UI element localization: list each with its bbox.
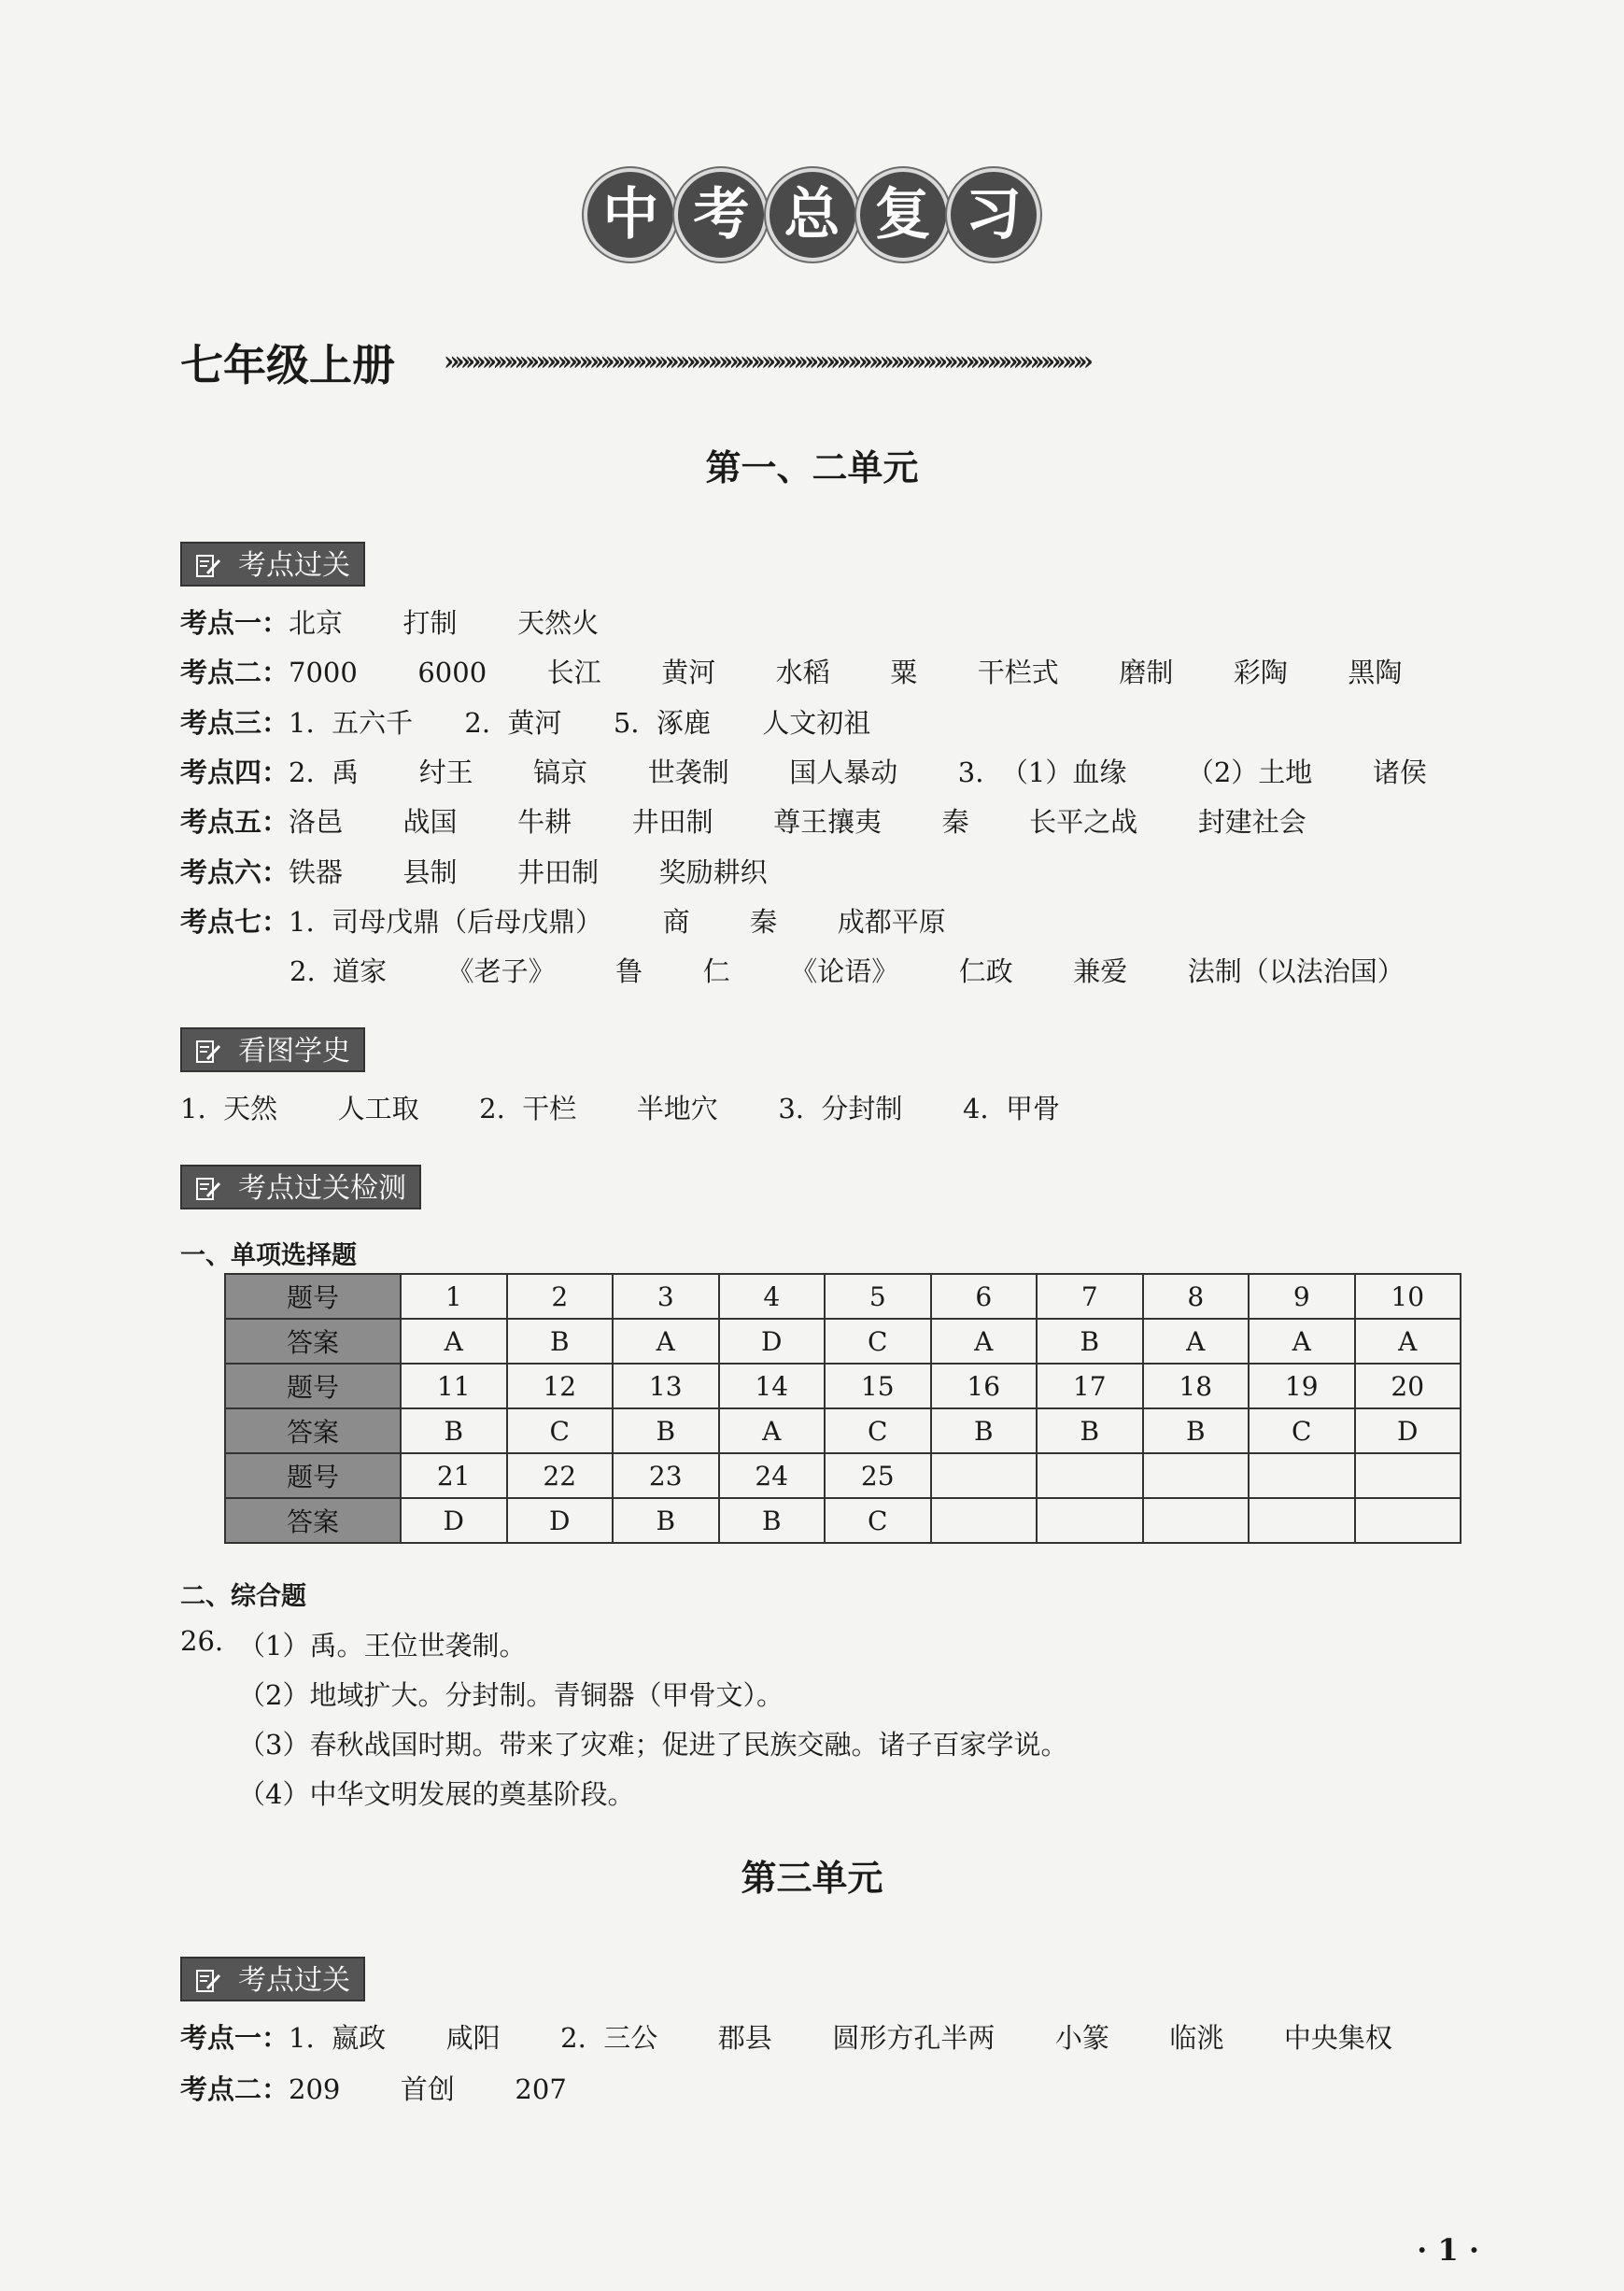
unit-title: 第一、二单元 — [705, 447, 919, 488]
table-cell: B — [931, 1408, 1038, 1453]
section-tag — [180, 542, 365, 587]
table-cell: 22 — [507, 1453, 614, 1498]
table-cell: A — [1249, 1319, 1355, 1364]
grade-title: 七年级上册 — [180, 340, 395, 390]
kaodian-text: 2. 道家 《老子》 鲁 仁 《论语》 仁政 兼爱 法制（以法治国） — [289, 955, 1405, 987]
table-cell: C — [825, 1319, 931, 1364]
kaodian-label: 考点二： — [180, 2073, 289, 2105]
kaodian-label: 考点四： — [180, 757, 289, 788]
table-cell: B — [613, 1498, 719, 1543]
table-cell: 16 — [931, 1364, 1038, 1408]
kaodian-text: 洛邑 战国 牛耕 井田制 尊王攘夷 秦 长平之战 封建社会 — [289, 806, 1306, 838]
table-cell: A — [401, 1319, 507, 1364]
table-row — [225, 1319, 1461, 1364]
kaodian-line — [180, 652, 1402, 690]
table-cell: 24 — [719, 1453, 826, 1498]
unit-title: 第三单元 — [741, 1858, 883, 1899]
table-row — [225, 1274, 1461, 1319]
table-cell: B — [1037, 1319, 1143, 1364]
banner-char: 总 — [766, 168, 859, 262]
kaodian-text: 1. 五六千 2. 黄河 5. 涿鹿 人文初祖 — [289, 707, 871, 739]
table-cell: 14 — [719, 1364, 826, 1408]
question-part: （4）中华文明发展的奠基阶段。 — [238, 1778, 635, 1810]
table-cell: B — [1037, 1408, 1143, 1453]
table-cell: A — [613, 1319, 719, 1364]
table-cell: 3 — [613, 1274, 719, 1319]
kaodian-text: 北京 打制 天然火 — [289, 607, 600, 639]
table-cell: C — [1249, 1408, 1355, 1453]
kaodian-line — [180, 702, 870, 741]
row-label: 题号 — [225, 1364, 401, 1408]
table-cell: 7 — [1037, 1274, 1143, 1319]
table-cell: 13 — [613, 1364, 719, 1408]
question-part: （3）春秋战国时期。带来了灾难；促进了民族交融。诸子百家学说。 — [238, 1729, 1068, 1761]
table-cell — [1143, 1498, 1250, 1543]
table-cell: D — [507, 1498, 614, 1543]
table-cell: A — [719, 1408, 826, 1453]
table-cell: A — [1143, 1319, 1250, 1364]
kaodian-text: 1. 嬴政 咸阳 2. 三公 郡县 圆形方孔半两 小篆 临洮 中央集权 — [289, 2022, 1392, 2054]
kantu-line: 1. 天然 人工取 2. 干栏 半地穴 3. 分封制 4. 甲骨 — [180, 1093, 1061, 1124]
table-cell: A — [931, 1319, 1038, 1364]
table-cell: C — [507, 1408, 614, 1453]
kaodian-line — [180, 2069, 567, 2107]
row-label: 答案 — [225, 1319, 401, 1364]
table-row — [225, 1364, 1461, 1408]
kaodian-line — [180, 602, 599, 641]
notebook-pencil-icon — [195, 1039, 221, 1065]
kaodian-line — [180, 752, 1427, 790]
section-tag-label: 考点过关 — [238, 549, 350, 582]
grade-arrows: »»»»»»»»»»»»»»»»»»»»»»»»»»»»»»»»»»»»»»»»»»»»»»»»»»»»»»»»»»»» — [444, 346, 1088, 374]
kaodian-label: 考点三： — [180, 707, 289, 739]
table-cell — [1249, 1453, 1355, 1498]
kaodian-line — [180, 901, 946, 940]
kaodian-label: 考点一： — [180, 607, 289, 639]
row-label: 答案 — [225, 1408, 401, 1453]
table-cell: 17 — [1037, 1364, 1143, 1408]
table-cell: 5 — [825, 1274, 931, 1319]
table-cell: 4 — [719, 1274, 826, 1319]
banner-char: 习 — [947, 168, 1040, 262]
table-cell: B — [1143, 1408, 1250, 1453]
table-row — [225, 1453, 1461, 1498]
row-label: 答案 — [225, 1498, 401, 1543]
table-cell: 19 — [1249, 1364, 1355, 1408]
table-cell: 1 — [401, 1274, 507, 1319]
table-cell: 18 — [1143, 1364, 1250, 1408]
banner-char: 考 — [674, 168, 768, 262]
table-cell — [931, 1498, 1038, 1543]
table-cell: D — [719, 1319, 826, 1364]
table-cell: 12 — [507, 1364, 614, 1408]
title-banner — [0, 168, 1624, 262]
banner-char: 中 — [584, 168, 677, 262]
notebook-pencil-icon — [195, 553, 221, 579]
table-cell: 15 — [825, 1364, 931, 1408]
table-cell: C — [825, 1498, 931, 1543]
notebook-pencil-icon — [195, 1176, 221, 1202]
table-cell: C — [825, 1408, 931, 1453]
table-cell: A — [1355, 1319, 1462, 1364]
section-tag-label: 考点过关检测 — [238, 1172, 406, 1205]
question-part: （1）禹。王位世袭制。 — [238, 1630, 527, 1662]
table-cell: 21 — [401, 1453, 507, 1498]
table-cell: 2 — [507, 1274, 614, 1319]
table-cell — [1355, 1453, 1462, 1498]
kaodian-text: 2. 禹 纣王 镐京 世袭制 国人暴动 3. （1）血缘 （2）土地 诸侯 — [289, 757, 1427, 788]
table-cell — [1143, 1453, 1250, 1498]
section-tag-label: 看图学史 — [238, 1035, 350, 1068]
row-label: 题号 — [225, 1274, 401, 1319]
kaodian-text: 7000 6000 长江 黄河 水稻 粟 干栏式 磨制 彩陶 黑陶 — [289, 657, 1403, 688]
table-cell — [1037, 1453, 1143, 1498]
kaodian-text: 209 首创 207 — [289, 2073, 567, 2105]
kaodian-line — [180, 801, 1306, 840]
section-tag — [180, 1027, 365, 1072]
section-tag-label: 考点过关 — [238, 1964, 350, 1997]
table-cell: B — [719, 1498, 826, 1543]
kaodian-line — [180, 852, 768, 890]
table-cell — [931, 1453, 1038, 1498]
row-label: 题号 — [225, 1453, 401, 1498]
question-part: （2）地域扩大。分封制。青铜器（甲骨文）。 — [238, 1679, 784, 1711]
table-cell — [1355, 1498, 1462, 1543]
kaodian-label: 考点一： — [180, 2022, 289, 2054]
page-number: · 1 · — [1417, 2232, 1479, 2268]
banner-char: 复 — [856, 168, 950, 262]
kaodian-label: 考点五： — [180, 806, 289, 838]
kaodian-line — [180, 2017, 1392, 2056]
notebook-pencil-icon — [195, 1968, 221, 1994]
table-cell: D — [401, 1498, 507, 1543]
kaodian-line — [289, 951, 1405, 989]
table-cell: B — [401, 1408, 507, 1453]
table-cell: 10 — [1355, 1274, 1462, 1319]
question-number: 26. — [180, 1625, 224, 1657]
table-cell: B — [507, 1319, 614, 1364]
section-heading: 一、单项选择题 — [180, 1241, 357, 1270]
table-cell: B — [613, 1408, 719, 1453]
table-cell: 11 — [401, 1364, 507, 1408]
table-cell: 8 — [1143, 1274, 1250, 1319]
kaodian-label: 考点七： — [180, 906, 289, 938]
kaodian-text: 铁器 县制 井田制 奖励耕织 — [289, 856, 768, 888]
table-cell — [1037, 1498, 1143, 1543]
kaodian-text: 1. 司母戊鼎（后母戊鼎） 商 秦 成都平原 — [289, 906, 946, 938]
table-cell: 25 — [825, 1453, 931, 1498]
table-cell — [1249, 1498, 1355, 1543]
table-cell: 9 — [1249, 1274, 1355, 1319]
section-tag — [180, 1165, 421, 1209]
kaodian-label: 考点六： — [180, 856, 289, 888]
table-cell: 20 — [1355, 1364, 1462, 1408]
section-tag — [180, 1957, 365, 2001]
answer-table — [224, 1273, 1462, 1544]
table-row — [225, 1498, 1461, 1543]
table-cell: D — [1355, 1408, 1462, 1453]
section-heading: 二、综合题 — [180, 1582, 306, 1611]
table-row — [225, 1408, 1461, 1453]
table-cell: 6 — [931, 1274, 1038, 1319]
table-cell: 23 — [613, 1453, 719, 1498]
kaodian-label: 考点二： — [180, 657, 289, 688]
